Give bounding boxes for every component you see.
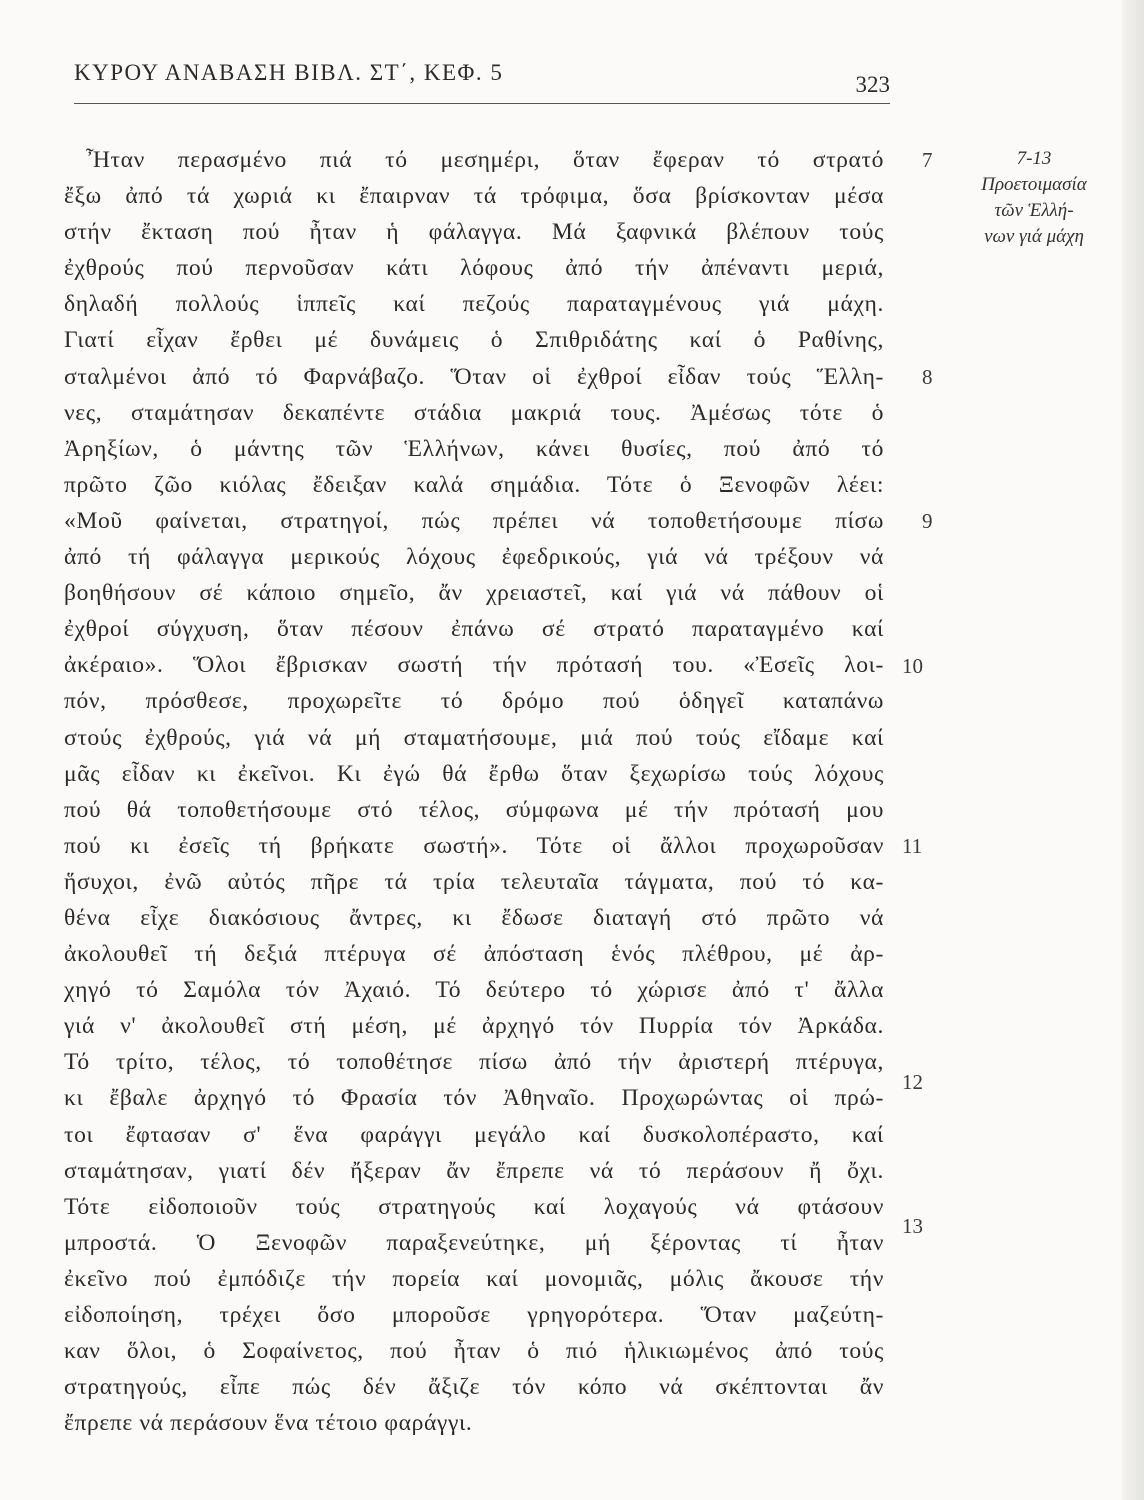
text-line: Ἦταν περασμένο πιά τό μεσημέρι, ὅταν ἔφεραν τό στρατό [86,147,884,173]
text-line: ἀκολουθεῖ τή δεξιά πτέρυγα σέ ἀπόσταση ἑνός πλέθρου, μέ ἀρ- [64,941,884,968]
text-line: στούς ἐχθρούς, γιά νά μή σταματήσουμε, μιά πού τούς εἴδαμε καί [64,724,884,751]
page-edge-shadow [1122,0,1144,1500]
section-number: 8 [922,365,933,389]
section-number: 7 [922,148,933,172]
text-line: σταλμένοι ἀπό τό Φαρνάβαζο. Ὅταν οἱ ἐχθροί εἶδαν τούς Ἕλλη- [64,363,884,390]
text-line: ἥσυχοι, ἐνῶ αὐτός πῆρε τά τρία τελευταῖα τάγματα, πού τό κα- [64,868,884,895]
text-line: σταμάτησαν, γιατί δέν ἤξεραν ἄν ἔπρεπε νά τό περάσουν ἤ ὄχι. [64,1157,884,1184]
text-line: καν ὅλοι, ὁ Σοφαίνετος, πού ἦταν ὁ πιό ἡλικιωμένος ἀπό τούς [64,1338,884,1365]
margin-note-line: τῶν Ἑλλή- [994,200,1074,221]
text-line: στήν ἔκταση πού ἦταν ἡ φάλαγγα. Μά ξαφνικά βλέπουν τούς [64,219,884,246]
text-line: ἔπρεπε νά περάσουν ἕνα τέτοιο φαράγγι. [64,1410,473,1437]
text-line: εἰδοποίηση, τρέχει ὅσο μποροῦσε γρηγορότερα. Ὅταν μαζεύτη- [64,1302,884,1328]
running-head: ΚΥΡΟΥ ΑΝΑΒΑΣΗ ΒΙΒΛ. ΣΤ΄, ΚΕΦ. 5 [74,60,504,85]
text-line: κι ἔβαλε ἀρχηγό τό Φρασία τόν Ἀθηναῖο. Προχωρώντας οἱ πρώ- [64,1085,884,1112]
text-line: τοι ἔφτασαν σ' ἕνα φαράγγι μεγάλο καί δυσκολοπέραστο, καί [64,1121,884,1148]
body-text [64,142,884,1441]
text-line: ἐχθροί σύγχυση, ὅταν πέσουν ἐπάνω σέ στρατό παραταγμένο καί [64,616,884,643]
text-line: χηγό τό Σαμόλα τόν Ἀχαιό. Τό δεύτερο τό χώρισε ἀπό τ' ἄλλα [64,977,884,1004]
text-line: ἀκέραιο». Ὅλοι ἔβρισκαν σωστή τήν πρότασή του. «Ἐσεῖς λοι- [64,652,884,679]
page-number: 323 [855,72,890,97]
text-line: Γιατί εἶχαν ἔρθει μέ δυνάμεις ὁ Σπιθριδάτης καί ὁ Ραθίνης, [64,327,884,354]
page-header [74,60,890,100]
text-line: νες, σταμάτησαν δεκαπέντε στάδια μακριά τους. Ἀμέσως τότε ὁ [64,399,884,426]
text-line: ἔξω ἀπό τά χωριά κι ἔπαιρναν τά τρόφιμα, ὅσα βρίσκονταν μέσα [64,183,884,210]
text-line: ἀπό τή φάλαγγα μερικούς λόχους ἐφεδρικούς, γιά νά τρέξουν νά [64,544,884,571]
section-number: 9 [922,509,933,533]
margin-note-range: 7-13 [1016,148,1052,169]
text-line: Ἀρηξίων, ὁ μάντης τῶν Ἑλλήνων, κάνει θυσίες, πού ἀπό τό [64,435,884,462]
text-line: ἐκεῖνο πού ἐμπόδιζε τήν πορεία καί μονομιᾶς, μόλις ἄκουσε τήν [64,1265,884,1292]
margin-note-line: νων γιά μάχη [984,226,1084,247]
text-line: μπροστά. Ὁ Ξενοφῶν παραξενεύτηκε, μή ξέροντας τί ἦταν [64,1229,884,1256]
text-line: βοηθήσουν σέ κάποιο σημεῖο, ἄν χρειαστεῖ, καί γιά νά πάθουν οἱ [64,580,884,607]
text-line: πρῶτο ζῶο κιόλας ἔδειξαν καλά σημάδια. Τότε ὁ Ξενοφῶν λέει: [64,471,884,498]
margin-note [944,146,1124,250]
text-line: Τότε εἰδοποιοῦν τούς στρατηγούς καί λοχαγούς νά φτάσουν [64,1193,884,1220]
margin-note-line: Προετοιμασία [981,174,1087,195]
header-rule [74,103,890,104]
section-number: 10 [902,654,923,678]
text-line: θένα εἶχε διακόσιους ἄντρες, κι ἔδωσε διαταγή στό πρῶτο νά [64,904,884,931]
section-number: 12 [902,1070,923,1094]
text-line: γιά ν' ἀκολουθεῖ στή μέση, μέ ἀρχηγό τόν Πυρρία τόν Ἀρκάδα. [64,1013,884,1040]
text-line: πού κι ἐσεῖς τή βρήκατε σωστή». Τότε οἱ ἄλλοι προχωροῦσαν [64,832,884,859]
section-number: 11 [902,834,923,858]
text-line: «Μοῦ φαίνεται, στρατηγοί, πώς πρέπει νά τοποθετήσουμε πίσω [64,507,884,534]
text-line: ἐχθρούς πού περνοῦσαν κάτι λόφους ἀπό τήν ἀπέναντι μεριά, [64,255,884,282]
text-line: πού θά τοποθετήσουμε στό τέλος, σύμφωνα μέ τήν πρότασή μου [64,796,884,823]
text-line: Τό τρίτο, τέλος, τό τοποθέτησε πίσω ἀπό τήν ἀριστερή πτέρυγα, [64,1049,884,1076]
text-line: μᾶς εἶδαν κι ἐκεῖνοι. Κι ἐγώ θά ἔρθω ὅταν ξεχωρίσω τούς λόχους [64,760,884,787]
section-number: 13 [902,1214,923,1238]
text-line: δηλαδή πολλούς ἱππεῖς καί πεζούς παραταγμένους γιά μάχη. [64,291,884,318]
text-line: στρατηγούς, εἶπε πώς δέν ἄξιζε τόν κόπο νά σκέπτονται ἄν [64,1374,884,1401]
text-line: πόν, πρόσθεσε, προχωρεῖτε τό δρόμο πού ὁδηγεῖ καταπάνω [64,688,884,715]
